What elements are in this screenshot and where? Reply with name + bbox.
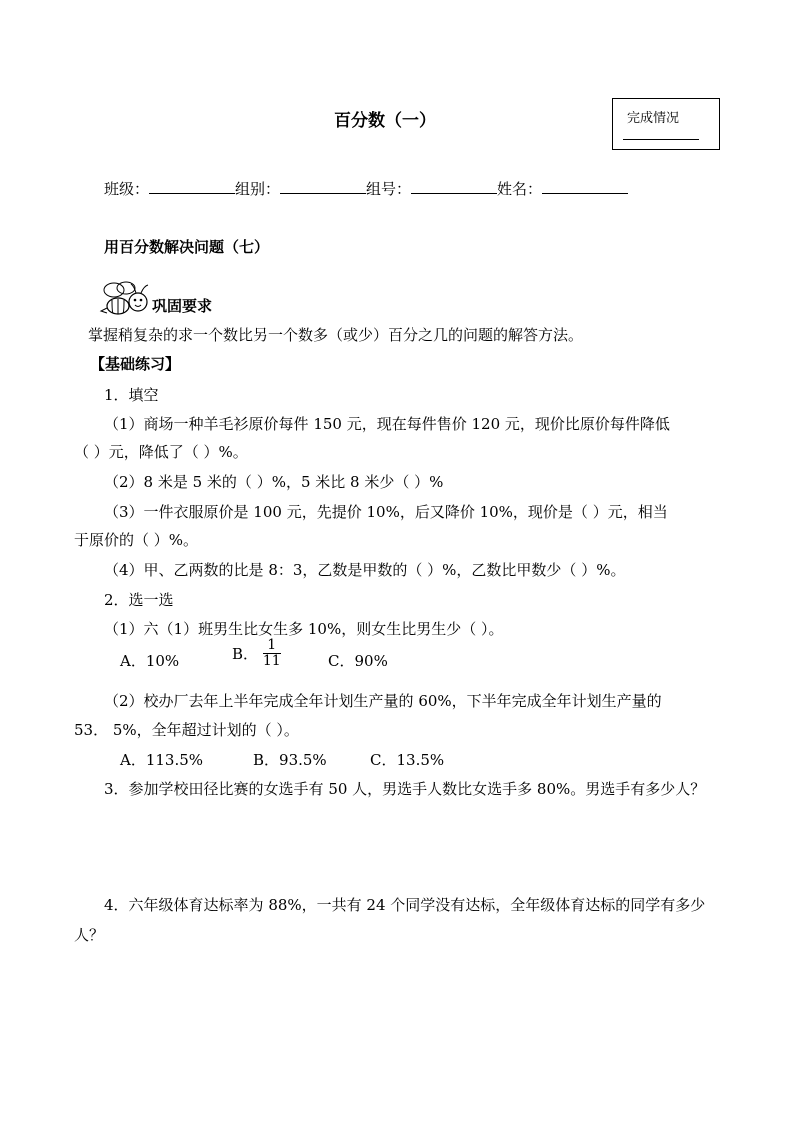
q2-item2-line1: （2）校办厂去年上半年完成全年计划生产量的 60%，下半年完成全年计划生产量的 [104,692,662,710]
q1-item1-line1: （1）商场一种羊毛衫原价每件 150 元，现在每件售价 120 元，现价比原价每件降低 [104,415,670,433]
group-blank[interactable] [280,179,366,194]
name-blank[interactable] [542,179,628,194]
lesson-title: 用百分数解决问题（七） [104,238,270,256]
group-number-blank[interactable] [411,179,497,194]
page-title: 百分数（一） [334,111,436,131]
goal-text: 掌握稍复杂的求一个数比另一个数多（或少）百分之几的问题的解答方法。 [88,326,584,344]
q4-line1: 4．六年级体育达标率为 88%，一共有 24 个同学没有达标，全年级体育达标的同学有多少 [104,896,706,914]
q1-heading: 1．填空 [104,386,159,404]
q4-line2: 人？ [74,926,105,944]
q1-item3-line1: （3）一件衣服原价是 100 元，先提价 10%，后又降价 10%，现价是（ ）元，相当 [104,503,668,521]
name-label: 姓名： [497,180,543,198]
bee-icon [98,280,154,320]
q2-item1-option-a: A．10% [120,652,180,670]
fraction [263,638,281,669]
option-b-label: B． [232,645,259,663]
q2-item1-option-b [232,638,281,669]
q1-item1-line2: （ ）元，降低了（ ）%。 [74,443,248,461]
q2-item1-option-c: C．90% [328,652,388,670]
q2-item2-option-a: A．113.5% [120,751,204,769]
q3-text: 3．参加学校田径比赛的女选手有 50 人，男选手人数比女选手多 80%。男选手有多少人？ [104,780,706,798]
q2-item2-option-b: B．93.5% [253,751,327,769]
fraction-denominator: 11 [262,653,281,669]
q1-item4: （4）甲、乙两数的比是 8：3，乙数是甲数的（ ）%，乙数比甲数少（ ）%。 [104,561,626,579]
group-number-label: 组号： [366,180,412,198]
goal-heading: 巩固要求 [152,297,213,315]
student-info-row [104,178,628,199]
group-label: 组别： [235,180,281,198]
class-label: 班级： [104,180,150,198]
q1-item2: （2）8 米是 5 米的（ ）%，5 米比 8 米少（ ）% [104,473,444,491]
fraction-numerator: 1 [263,638,281,654]
completion-status-box [612,98,720,150]
q1-item3-line2: 于原价的（ ）%。 [74,531,199,549]
completion-status-blank[interactable] [623,139,699,140]
q2-item1: （1）六（1）班男生比女生多 10%，则女生比男生少（ ）。 [104,620,504,638]
section-heading: 【基础练习】 [90,355,181,373]
q2-heading: 2．选一选 [104,591,174,609]
q2-item2-line2: 53． 5%，全年超过计划的（ ）。 [74,721,299,739]
q2-item2-option-c: C．13.5% [370,751,445,769]
completion-status-label: 完成情况 [627,111,680,126]
class-blank[interactable] [149,179,235,194]
